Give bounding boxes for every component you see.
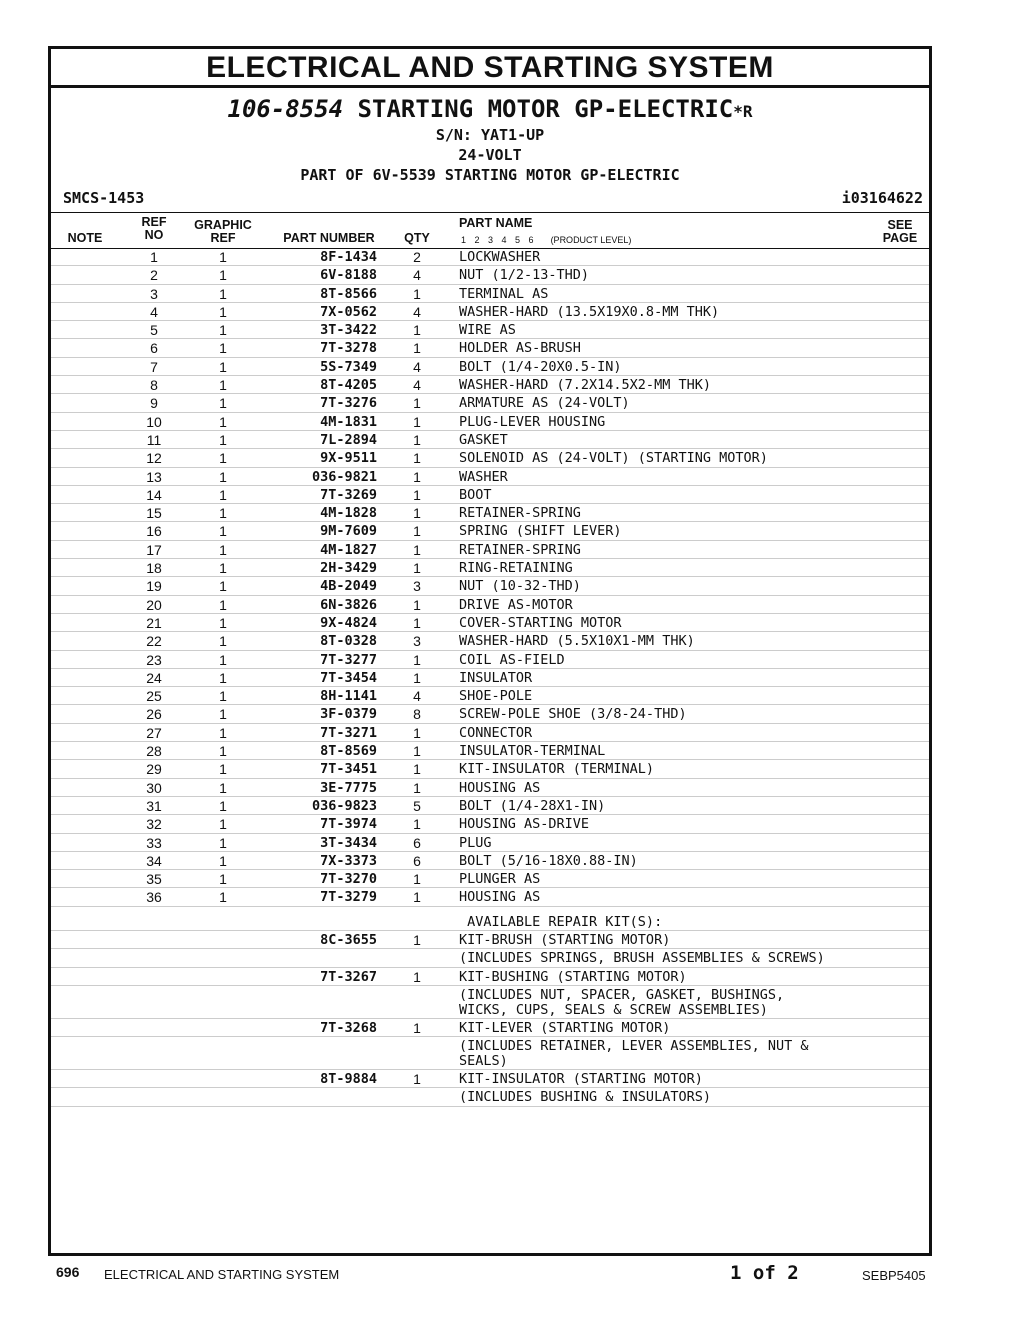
table-row bbox=[51, 358, 929, 376]
parts-list bbox=[51, 248, 929, 1107]
quantity: 3 bbox=[413, 578, 421, 595]
graphic-ref: 1 bbox=[219, 852, 227, 869]
table-row bbox=[51, 815, 929, 833]
quantity: 4 bbox=[413, 303, 421, 320]
ref-no: 20 bbox=[146, 596, 162, 613]
part-number: 3F-0379 bbox=[320, 706, 377, 723]
graphic-ref: 1 bbox=[219, 889, 227, 906]
group-name: STARTING MOTOR GP-ELECTRIC bbox=[357, 95, 734, 123]
part-name: RING-RETAINING bbox=[459, 560, 573, 577]
table-row bbox=[51, 742, 929, 760]
table-row bbox=[51, 614, 929, 632]
table-row bbox=[51, 760, 929, 778]
header-ref bbox=[135, 216, 173, 242]
kit-part-number bbox=[251, 986, 377, 1004]
ref-no: 15 bbox=[146, 505, 162, 522]
quantity: 1 bbox=[413, 889, 421, 906]
ref-no: 8 bbox=[150, 377, 158, 394]
ref-no: 6 bbox=[150, 340, 158, 357]
table-row bbox=[51, 248, 929, 266]
part-name: HOUSING AS-DRIVE bbox=[459, 816, 590, 833]
part-name: ARMATURE AS (24-VOLT) bbox=[459, 395, 630, 412]
kit-part-number bbox=[251, 949, 377, 967]
table-row bbox=[51, 577, 929, 595]
part-number: 8T-8566 bbox=[320, 285, 377, 302]
graphic-ref: 1 bbox=[219, 724, 227, 741]
quantity: 4 bbox=[413, 377, 421, 394]
part-number: 6V-8188 bbox=[320, 267, 377, 284]
graphic-ref: 1 bbox=[219, 303, 227, 320]
kit-quantity bbox=[405, 1037, 429, 1055]
table-row bbox=[51, 724, 929, 742]
quantity: 4 bbox=[413, 358, 421, 375]
part-number: 7T-3278 bbox=[320, 340, 377, 357]
part-number: 7T-3269 bbox=[320, 486, 377, 503]
kit-name: KIT-LEVER (STARTING MOTOR) bbox=[459, 1019, 671, 1036]
table-row bbox=[51, 394, 929, 412]
header-ref-top: REF bbox=[141, 215, 167, 229]
graphic-ref: 1 bbox=[219, 651, 227, 668]
kit-part-number: 7T-3267 bbox=[320, 968, 377, 985]
part-name: SCREW-POLE SHOE (3/8-24-THD) bbox=[459, 706, 687, 723]
part-number: 7L-2894 bbox=[320, 431, 377, 448]
kit-part-number bbox=[251, 913, 377, 931]
header-top-rule bbox=[51, 212, 929, 213]
graphic-ref: 1 bbox=[219, 377, 227, 394]
table-row bbox=[51, 705, 929, 723]
graphic-ref: 1 bbox=[219, 249, 227, 265]
quantity: 1 bbox=[413, 486, 421, 503]
kit-row bbox=[51, 1019, 929, 1037]
table-row bbox=[51, 303, 929, 321]
quantity: 1 bbox=[413, 395, 421, 412]
part-number: 7T-3270 bbox=[320, 871, 377, 888]
quantity: 1 bbox=[413, 669, 421, 686]
header-product-level: (PRODUCT LEVEL) bbox=[550, 235, 632, 245]
ref-no: 4 bbox=[150, 303, 158, 320]
graphic-ref: 1 bbox=[219, 285, 227, 302]
part-name: BOLT (1/4-28X1-IN) bbox=[459, 797, 606, 814]
kit-quantity bbox=[405, 913, 429, 931]
table-row bbox=[51, 870, 929, 888]
table-row bbox=[51, 285, 929, 303]
quantity: 6 bbox=[413, 852, 421, 869]
part-name: PLUG-LEVER HOUSING bbox=[459, 413, 606, 430]
table-row bbox=[51, 779, 929, 797]
ref-no: 18 bbox=[146, 560, 162, 577]
footer-page-number: 696 bbox=[56, 1264, 80, 1280]
part-number: 7T-3271 bbox=[320, 724, 377, 741]
graphic-ref: 1 bbox=[219, 633, 227, 650]
kit-part-number: 7T-3268 bbox=[320, 1019, 377, 1036]
group-suffix: *R bbox=[733, 102, 753, 121]
part-name: BOLT (5/16-18X0.88-IN) bbox=[459, 852, 638, 869]
header-qty: QTY bbox=[404, 231, 430, 245]
section-title: ELECTRICAL AND STARTING SYSTEM bbox=[51, 49, 929, 88]
graphic-ref: 1 bbox=[219, 834, 227, 851]
ref-no: 14 bbox=[146, 486, 162, 503]
quantity: 1 bbox=[413, 761, 421, 778]
kit-part-number bbox=[251, 1088, 377, 1106]
part-name: TERMINAL AS bbox=[459, 285, 549, 302]
kit-part-number: 8C-3655 bbox=[320, 931, 377, 948]
graphic-ref: 1 bbox=[219, 706, 227, 723]
ref-no: 13 bbox=[146, 468, 162, 485]
part-number: 5S-7349 bbox=[320, 358, 377, 375]
table-row bbox=[51, 339, 929, 357]
graphic-ref: 1 bbox=[219, 413, 227, 430]
ref-no: 22 bbox=[146, 633, 162, 650]
part-number: 7X-3373 bbox=[320, 852, 377, 869]
kit-row bbox=[51, 1088, 929, 1106]
graphic-ref: 1 bbox=[219, 431, 227, 448]
quantity: 1 bbox=[413, 614, 421, 631]
graphic-ref: 1 bbox=[219, 267, 227, 284]
part-number: 7X-0562 bbox=[320, 303, 377, 320]
ref-no: 2 bbox=[150, 267, 158, 284]
table-row bbox=[51, 468, 929, 486]
table-row bbox=[51, 504, 929, 522]
table-row bbox=[51, 413, 929, 431]
kit-row bbox=[51, 931, 929, 949]
part-name: GASKET bbox=[459, 431, 508, 448]
footer-sheet: 1 of 2 bbox=[730, 1262, 799, 1284]
graphic-ref: 1 bbox=[219, 322, 227, 339]
part-number: 7T-3454 bbox=[320, 669, 377, 686]
illustration-id: i03164622 bbox=[841, 189, 923, 207]
ref-no: 35 bbox=[146, 871, 162, 888]
table-row bbox=[51, 651, 929, 669]
ref-no: 12 bbox=[146, 450, 162, 467]
ref-no: 24 bbox=[146, 669, 162, 686]
part-number: 4M-1828 bbox=[320, 505, 377, 522]
ref-no: 9 bbox=[150, 395, 158, 412]
part-number: 4B-2049 bbox=[320, 578, 377, 595]
part-name: RETAINER-SPRING bbox=[459, 541, 581, 558]
kit-quantity bbox=[405, 986, 429, 1004]
kit-row bbox=[51, 986, 929, 1019]
part-name: HOUSING AS bbox=[459, 779, 541, 796]
quantity: 1 bbox=[413, 413, 421, 430]
part-number: 3E-7775 bbox=[320, 779, 377, 796]
header-levels bbox=[461, 235, 631, 245]
table-row bbox=[51, 687, 929, 705]
graphic-ref: 1 bbox=[219, 779, 227, 796]
ref-no: 27 bbox=[146, 724, 162, 741]
part-name: RETAINER-SPRING bbox=[459, 505, 581, 522]
header-see-top: SEE bbox=[887, 218, 913, 232]
ref-no: 23 bbox=[146, 651, 162, 668]
graphic-ref: 1 bbox=[219, 688, 227, 705]
quantity: 1 bbox=[413, 816, 421, 833]
part-number: 2H-3429 bbox=[320, 560, 377, 577]
table-row bbox=[51, 449, 929, 467]
graphic-ref: 1 bbox=[219, 614, 227, 631]
quantity: 2 bbox=[413, 249, 421, 265]
quantity: 5 bbox=[413, 797, 421, 814]
kit-name: (INCLUDES NUT, SPACER, GASKET, BUSHINGS, WICKS, CUPS, SEALS & SCREW ASSEMBLIES) bbox=[459, 986, 785, 1018]
part-name: WIRE AS bbox=[459, 322, 516, 339]
part-number: 4M-1827 bbox=[320, 541, 377, 558]
part-name: HOUSING AS bbox=[459, 889, 541, 906]
graphic-ref: 1 bbox=[219, 541, 227, 558]
table-row bbox=[51, 522, 929, 540]
kit-name: KIT-BRUSH (STARTING MOTOR) bbox=[459, 931, 671, 948]
ref-no: 21 bbox=[146, 614, 162, 631]
part-name: SPRING (SHIFT LEVER) bbox=[459, 523, 622, 540]
kit-row bbox=[51, 1037, 929, 1070]
part-name: INSULATOR bbox=[459, 669, 533, 686]
part-number: 7T-3974 bbox=[320, 816, 377, 833]
ref-no: 3 bbox=[150, 285, 158, 302]
table-row bbox=[51, 321, 929, 339]
graphic-ref: 1 bbox=[219, 669, 227, 686]
table-row bbox=[51, 852, 929, 870]
kit-row bbox=[51, 913, 929, 931]
table-row bbox=[51, 541, 929, 559]
quantity: 1 bbox=[413, 871, 421, 888]
graphic-ref: 1 bbox=[219, 871, 227, 888]
header-part-name: PART NAME bbox=[459, 216, 533, 230]
graphic-ref: 1 bbox=[219, 523, 227, 540]
ref-no: 26 bbox=[146, 706, 162, 723]
voltage-label: 24-VOLT bbox=[458, 146, 522, 164]
header-see-page bbox=[877, 219, 923, 245]
part-name: WASHER-HARD (5.5X10X1-MM THK) bbox=[459, 633, 695, 650]
ref-no: 33 bbox=[146, 834, 162, 851]
ref-no: 17 bbox=[146, 541, 162, 558]
part-number: 7T-3277 bbox=[320, 651, 377, 668]
quantity: 1 bbox=[413, 560, 421, 577]
header-level-numbers: 1 2 3 4 5 6 bbox=[461, 235, 534, 245]
part-name: BOOT bbox=[459, 486, 492, 503]
serial-range: S/N: YAT1-UP bbox=[435, 126, 545, 144]
kit-name: (INCLUDES RETAINER, LEVER ASSEMBLIES, NUT & SEALS) bbox=[459, 1038, 809, 1070]
kit-quantity: 1 bbox=[413, 1071, 421, 1088]
ref-no: 5 bbox=[150, 322, 158, 339]
header-graphic-top: GRAPHIC bbox=[194, 218, 252, 232]
ref-no: 25 bbox=[146, 688, 162, 705]
group-heading bbox=[51, 93, 929, 185]
kit-row bbox=[51, 968, 929, 986]
part-name: INSULATOR-TERMINAL bbox=[459, 743, 606, 760]
graphic-ref: 1 bbox=[219, 560, 227, 577]
part-number: 7T-3451 bbox=[320, 761, 377, 778]
quantity: 1 bbox=[413, 651, 421, 668]
ref-no: 28 bbox=[146, 743, 162, 760]
quantity: 1 bbox=[413, 322, 421, 339]
part-number: 9X-4824 bbox=[320, 614, 377, 631]
part-of-label: PART OF 6V-5539 STARTING MOTOR GP-ELECTRIC bbox=[300, 166, 680, 184]
part-name: PLUG bbox=[459, 834, 492, 851]
kit-row bbox=[51, 949, 929, 967]
header-note: NOTE bbox=[67, 231, 103, 245]
quantity: 4 bbox=[413, 688, 421, 705]
quantity: 1 bbox=[413, 285, 421, 302]
part-number: 8H-1141 bbox=[320, 688, 377, 705]
ref-no: 29 bbox=[146, 761, 162, 778]
part-number: 3T-3422 bbox=[320, 322, 377, 339]
quantity: 1 bbox=[413, 505, 421, 522]
ref-no: 36 bbox=[146, 889, 162, 906]
part-number: 4M-1831 bbox=[320, 413, 377, 430]
ref-no: 32 bbox=[146, 816, 162, 833]
parts-page-frame bbox=[48, 46, 932, 1256]
table-row bbox=[51, 888, 929, 906]
part-name: COVER-STARTING MOTOR bbox=[459, 614, 622, 631]
kit-name: KIT-BUSHING (STARTING MOTOR) bbox=[459, 968, 687, 985]
quantity: 1 bbox=[413, 596, 421, 613]
group-number: 106-8554 bbox=[227, 95, 344, 123]
graphic-ref: 1 bbox=[219, 578, 227, 595]
part-number: 3T-3434 bbox=[320, 834, 377, 851]
quantity: 1 bbox=[413, 743, 421, 760]
header-graphic-bottom: REF bbox=[210, 231, 236, 245]
quantity: 4 bbox=[413, 267, 421, 284]
part-number: 7T-3276 bbox=[320, 395, 377, 412]
kit-quantity: 1 bbox=[413, 931, 421, 948]
kit-part-number bbox=[251, 1037, 377, 1055]
ref-no: 19 bbox=[146, 578, 162, 595]
graphic-ref: 1 bbox=[219, 450, 227, 467]
part-name: SHOE-POLE bbox=[459, 688, 533, 705]
part-name: LOCKWASHER bbox=[459, 249, 541, 265]
part-number: 8T-8569 bbox=[320, 743, 377, 760]
table-row bbox=[51, 431, 929, 449]
table-row bbox=[51, 559, 929, 577]
header-part-number: PART NUMBER bbox=[283, 231, 375, 245]
table-row bbox=[51, 669, 929, 687]
part-number: 7T-3279 bbox=[320, 889, 377, 906]
part-number: 8T-4205 bbox=[320, 377, 377, 394]
quantity: 1 bbox=[413, 431, 421, 448]
kit-name: AVAILABLE REPAIR KIT(S): bbox=[459, 913, 663, 930]
kit-name: KIT-INSULATOR (STARTING MOTOR) bbox=[459, 1071, 703, 1088]
table-row bbox=[51, 486, 929, 504]
footer-section: ELECTRICAL AND STARTING SYSTEM bbox=[104, 1267, 340, 1282]
graphic-ref: 1 bbox=[219, 505, 227, 522]
graphic-ref: 1 bbox=[219, 761, 227, 778]
smcs-code: SMCS-1453 bbox=[63, 189, 145, 207]
table-row bbox=[51, 596, 929, 614]
ref-no: 7 bbox=[150, 358, 158, 375]
graphic-ref: 1 bbox=[219, 468, 227, 485]
kit-quantity: 1 bbox=[413, 968, 421, 985]
part-name: WASHER bbox=[459, 468, 508, 485]
part-name: BOLT (1/4-20X0.5-IN) bbox=[459, 358, 622, 375]
part-number: 036-9823 bbox=[311, 797, 377, 814]
graphic-ref: 1 bbox=[219, 743, 227, 760]
part-name: NUT (1/2-13-THD) bbox=[459, 267, 590, 284]
part-name: CONNECTOR bbox=[459, 724, 533, 741]
graphic-ref: 1 bbox=[219, 358, 227, 375]
kit-row bbox=[51, 1070, 929, 1088]
kit-quantity bbox=[405, 949, 429, 967]
table-row bbox=[51, 266, 929, 284]
part-number: 8T-0328 bbox=[320, 633, 377, 650]
graphic-ref: 1 bbox=[219, 816, 227, 833]
part-number: 8F-1434 bbox=[320, 249, 377, 265]
kit-part-number: 8T-9884 bbox=[320, 1071, 377, 1088]
part-name: NUT (10-32-THD) bbox=[459, 578, 581, 595]
kit-quantity: 1 bbox=[413, 1019, 421, 1036]
part-number: 9M-7609 bbox=[320, 523, 377, 540]
header-ref-bottom: NO bbox=[144, 228, 164, 242]
graphic-ref: 1 bbox=[219, 486, 227, 503]
part-name: PLUNGER AS bbox=[459, 871, 541, 888]
quantity: 1 bbox=[413, 450, 421, 467]
quantity: 1 bbox=[413, 541, 421, 558]
ref-no: 11 bbox=[146, 431, 162, 448]
footer-document: SEBP5405 bbox=[862, 1268, 926, 1283]
table-row bbox=[51, 797, 929, 815]
part-number: 036-9821 bbox=[311, 468, 377, 485]
ref-no: 31 bbox=[146, 797, 162, 814]
quantity: 8 bbox=[413, 706, 421, 723]
quantity: 1 bbox=[413, 779, 421, 796]
graphic-ref: 1 bbox=[219, 340, 227, 357]
graphic-ref: 1 bbox=[219, 596, 227, 613]
part-name: WASHER-HARD (7.2X14.5X2-MM THK) bbox=[459, 377, 711, 394]
ref-no: 30 bbox=[146, 779, 162, 796]
ref-no: 34 bbox=[146, 852, 162, 869]
part-number: 9X-9511 bbox=[320, 450, 377, 467]
table-row bbox=[51, 376, 929, 394]
ref-no: 16 bbox=[146, 523, 162, 540]
graphic-ref: 1 bbox=[219, 395, 227, 412]
part-name: COIL AS-FIELD bbox=[459, 651, 565, 668]
ref-no: 10 bbox=[146, 413, 162, 430]
part-number: 6N-3826 bbox=[320, 596, 377, 613]
quantity: 6 bbox=[413, 834, 421, 851]
part-name: KIT-INSULATOR (TERMINAL) bbox=[459, 761, 655, 778]
quantity: 1 bbox=[413, 340, 421, 357]
kit-name: (INCLUDES BUSHING & INSULATORS) bbox=[459, 1089, 711, 1106]
part-name: SOLENOID AS (24-VOLT) (STARTING MOTOR) bbox=[459, 450, 768, 467]
quantity: 1 bbox=[413, 523, 421, 540]
quantity: 3 bbox=[413, 633, 421, 650]
graphic-ref: 1 bbox=[219, 797, 227, 814]
ref-no: 1 bbox=[150, 249, 158, 265]
quantity: 1 bbox=[413, 724, 421, 741]
kit-quantity bbox=[405, 1088, 429, 1106]
group-title bbox=[51, 93, 929, 125]
part-name: HOLDER AS-BRUSH bbox=[459, 340, 581, 357]
part-name: WASHER-HARD (13.5X19X0.8-MM THK) bbox=[459, 303, 720, 320]
header-graphic bbox=[191, 219, 255, 245]
quantity: 1 bbox=[413, 468, 421, 485]
table-row bbox=[51, 834, 929, 852]
header-see-bottom: PAGE bbox=[882, 231, 918, 245]
kit-name: (INCLUDES SPRINGS, BRUSH ASSEMBLIES & SCREWS) bbox=[459, 950, 825, 967]
part-name: DRIVE AS-MOTOR bbox=[459, 596, 573, 613]
table-row bbox=[51, 632, 929, 650]
